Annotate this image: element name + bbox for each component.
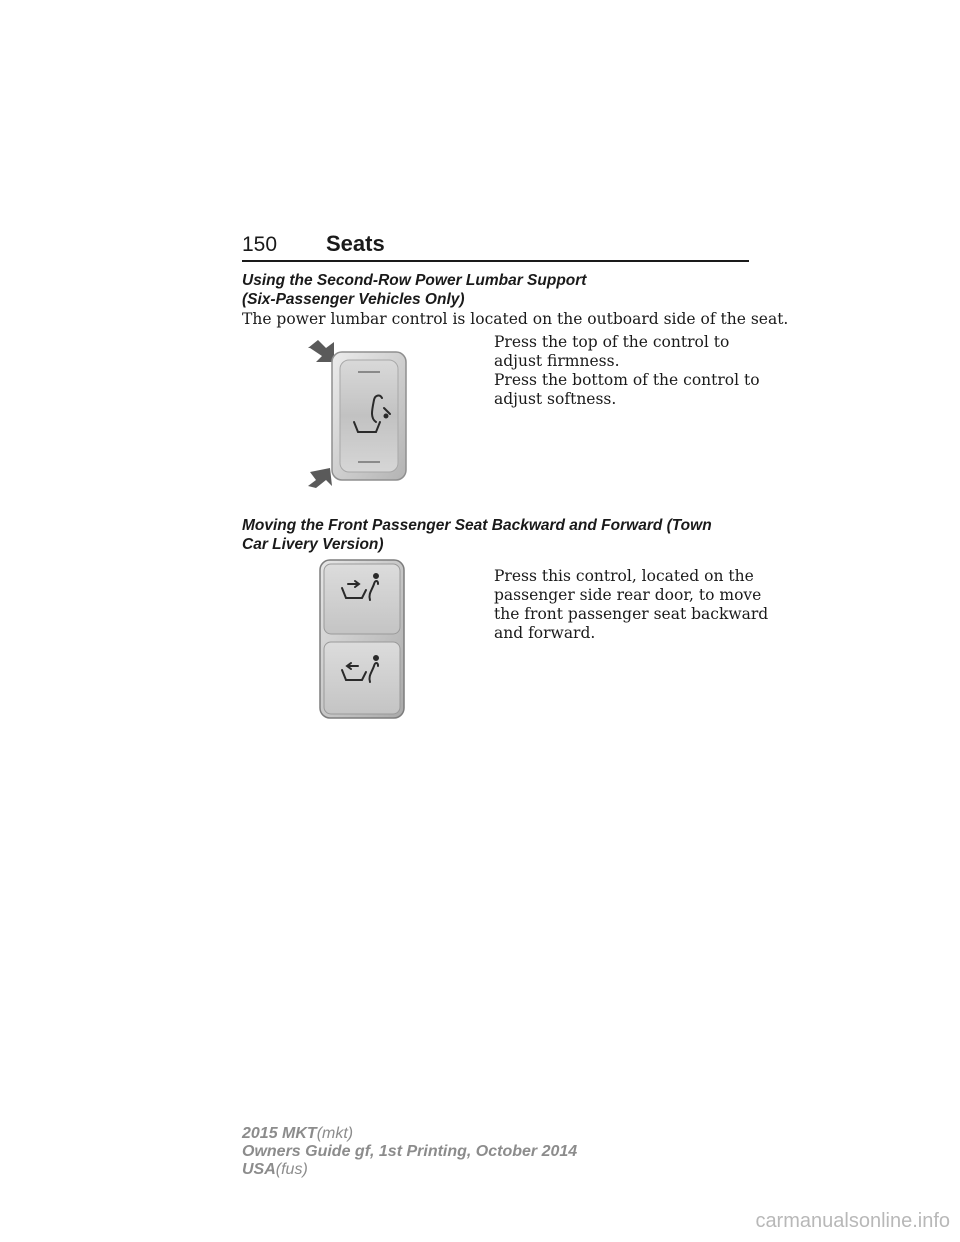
front-seat-heading	[242, 516, 762, 554]
footer-model-code: (mkt)	[316, 1125, 354, 1142]
footer-line1	[242, 1125, 577, 1143]
front-seat-text-line4: and forward.	[494, 624, 596, 642]
front-seat-text-line3: the front passenger seat backward	[494, 605, 769, 623]
watermark: carmanualsonline.info	[755, 1210, 950, 1232]
footer	[242, 1125, 577, 1179]
footer-market: USA	[242, 1161, 276, 1178]
page-number: 150	[242, 233, 278, 256]
front-seat-heading-line1: Moving the Front Passenger Seat Backward and Forward (Town	[242, 517, 712, 534]
front-seat-heading-line2: Car Livery Version)	[242, 536, 384, 553]
footer-line3	[242, 1161, 577, 1179]
lumbar-intro: The power lumbar control is located on the outboard side of the seat.	[242, 310, 789, 328]
lumbar-step1-line2: adjust firmness.	[494, 352, 620, 370]
lumbar-step2-line2: adjust softness.	[494, 390, 617, 408]
front-seat-control-figure	[318, 558, 408, 724]
arrow-icon	[308, 468, 332, 488]
footer-line2: Owners Guide gf, 1st Printing, October 2014	[242, 1143, 578, 1160]
lumbar-step2	[494, 371, 760, 409]
lumbar-control-figure	[300, 336, 420, 500]
lumbar-heading-line2: (Six-Passenger Vehicles Only)	[242, 291, 465, 308]
header-rule	[242, 260, 749, 262]
section-title: Seats	[326, 231, 385, 256]
lumbar-heading-line1: Using the Second-Row Power Lumbar Support	[242, 272, 587, 289]
arrow-icon	[308, 340, 334, 362]
front-seat-text-line1: Press this control, located on the	[494, 567, 754, 585]
footer-model: 2015 MKT	[242, 1125, 317, 1142]
lumbar-step1-line1: Press the top of the control to	[494, 333, 730, 351]
front-seat-text-line2: passenger side rear door, to move	[494, 586, 762, 604]
lumbar-heading	[242, 271, 762, 309]
footer-market-code: (fus)	[275, 1161, 308, 1178]
lumbar-step2-line1: Press the bottom of the control to	[494, 371, 760, 389]
lumbar-step1	[494, 333, 729, 371]
front-seat-text	[494, 567, 768, 643]
